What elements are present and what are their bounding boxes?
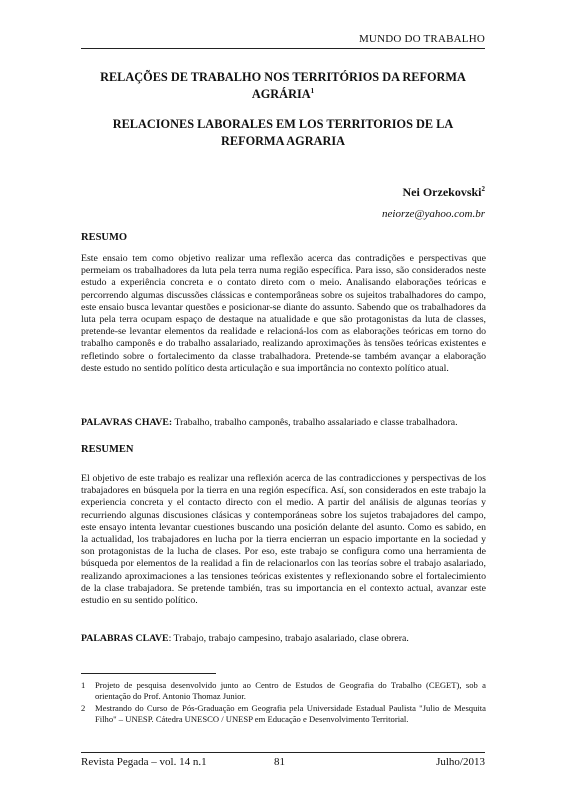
header-rule bbox=[81, 48, 485, 49]
author-footnote-marker: 2 bbox=[481, 185, 485, 193]
palavras-chave-list: Trabalho, trabalho camponês, trabalho assalariado e classe trabalhadora. bbox=[172, 417, 458, 428]
footnote-1-number: 1 bbox=[81, 680, 86, 690]
resumo-heading: RESUMO bbox=[81, 232, 128, 243]
footnote-2-number: 2 bbox=[81, 703, 86, 713]
footer-journal: Revista Pegada – vol. 14 n.1 bbox=[81, 756, 207, 768]
resumen-heading: RESUMEN bbox=[81, 444, 134, 455]
author-name: Nei Orzekovski bbox=[402, 185, 482, 199]
footnote-2 bbox=[81, 703, 486, 725]
palavras-chave-label: PALAVRAS CHAVE: bbox=[81, 417, 173, 428]
palabras-clave bbox=[81, 633, 486, 645]
palabras-clave-label: PALABRAS CLAVE bbox=[81, 633, 169, 644]
footnote-1-text: Projeto de pesquisa desenvolvido junto ao Centro de Estudos de Geografia do Trabalho (CEGET), sob a orientação do Prof. Antonio Thomaz Junior. bbox=[95, 680, 486, 701]
resumen-text: El objetivo de este trabajo es realizar una reflexión acerca de las contradicciones y perspectivas de los trabajadores en búsquela por la tierra en una región específica. Así, son considerados en este trabajo la experiencia concreta y el contacto directo con el medio. A partir del análisis de algunas teorías y recurriendo algunas discusiones clásicas y contemporáneas sobre los sujetos trabajadores del campo, este ensayo intenta levantar cuestiones buscando una posición delante del asunto. Como es sabido, en la actualidad, los trabajadores en lucha por la tierra encierran un espacio importante en la sociedad y son protagonistas de la lucha de clases. Por eso, este trabajo se configura como una herramienta de búsqueda por elementos de la realidad a fin de relacionarlos con las teorías sobre el trabajo asalariado, realizando aproximaciones a las tensiones teóricas existentes y reflexionando sobre el fortalecimiento de la clase trabajadora. Se pretende también, tras su importancia en el contexto actual, avanzar este estudio en su sentido político. bbox=[81, 473, 486, 607]
author-email[interactable]: neiorze@yahoo.com.br bbox=[382, 208, 485, 220]
title-footnote-marker: 1 bbox=[310, 87, 315, 95]
title-portuguese bbox=[81, 69, 485, 103]
running-head: MUNDO DO TRABALHO bbox=[358, 33, 485, 45]
title-portuguese-text: RELAÇÕES DE TRABALHO NOS TERRITÓRIOS DA REFORMA AGRÁRIA bbox=[100, 70, 466, 101]
footnote-2-text: Mestrando do Curso de Pós-Graduação em Geografia pela Universidade Estadual Paulista "Julio de Mesquita Filho" – UNESP. Cátedra UNESCO / UNESP em Educação e Desenvolvimento Territorial. bbox=[95, 703, 486, 724]
footnote-1 bbox=[81, 680, 486, 702]
palabras-clave-list: : Trabajo, trabajo campesino, trabajo asalariado, clase obrera. bbox=[168, 633, 409, 644]
resumo-text: Este ensaio tem como objetivo realizar uma reflexão acerca das contradições e perspectivas que permeiam os trabalhadores da luta pela terra numa região específica. Para isso, são considerados neste estudo a experiência concreta e o contato direto com o meio. Analisando elaborações teóricas e percorrendo algumas discussões clássicas e contemporâneas sobre os sujeitos trabalhadores do campo, este ensaio busca levantar questões e posicionar-se diante do assunto. Sabendo que os trabalhadores da luta pela terra ocupam espaço de destaque na atualidade e que são protagonistas da luta de classes, pretende-se levantar elementos da realidade e relacioná-los com as elaborações teóricas em torno do trabalho camponês e do trabalho assalariado, realizando aproximações às tensões teóricas existentes e refletindo sobre o fortalecimento da classe trabalhadora. Pretende-se também avançar a elaboração deste estudo no sentido político desta articulação e sua importância no contexto político atual. bbox=[81, 253, 486, 374]
footnote-rule bbox=[81, 673, 216, 674]
footer-page-number: 81 bbox=[274, 756, 285, 768]
footer-rule bbox=[81, 752, 485, 753]
author bbox=[403, 185, 486, 200]
footer-date: Julho/2013 bbox=[436, 756, 485, 768]
palavras-chave bbox=[81, 417, 486, 429]
title-spanish: RELACIONES LABORALES EM LOS TERRITORIOS DE LA REFORMA AGRARIA bbox=[112, 117, 454, 148]
